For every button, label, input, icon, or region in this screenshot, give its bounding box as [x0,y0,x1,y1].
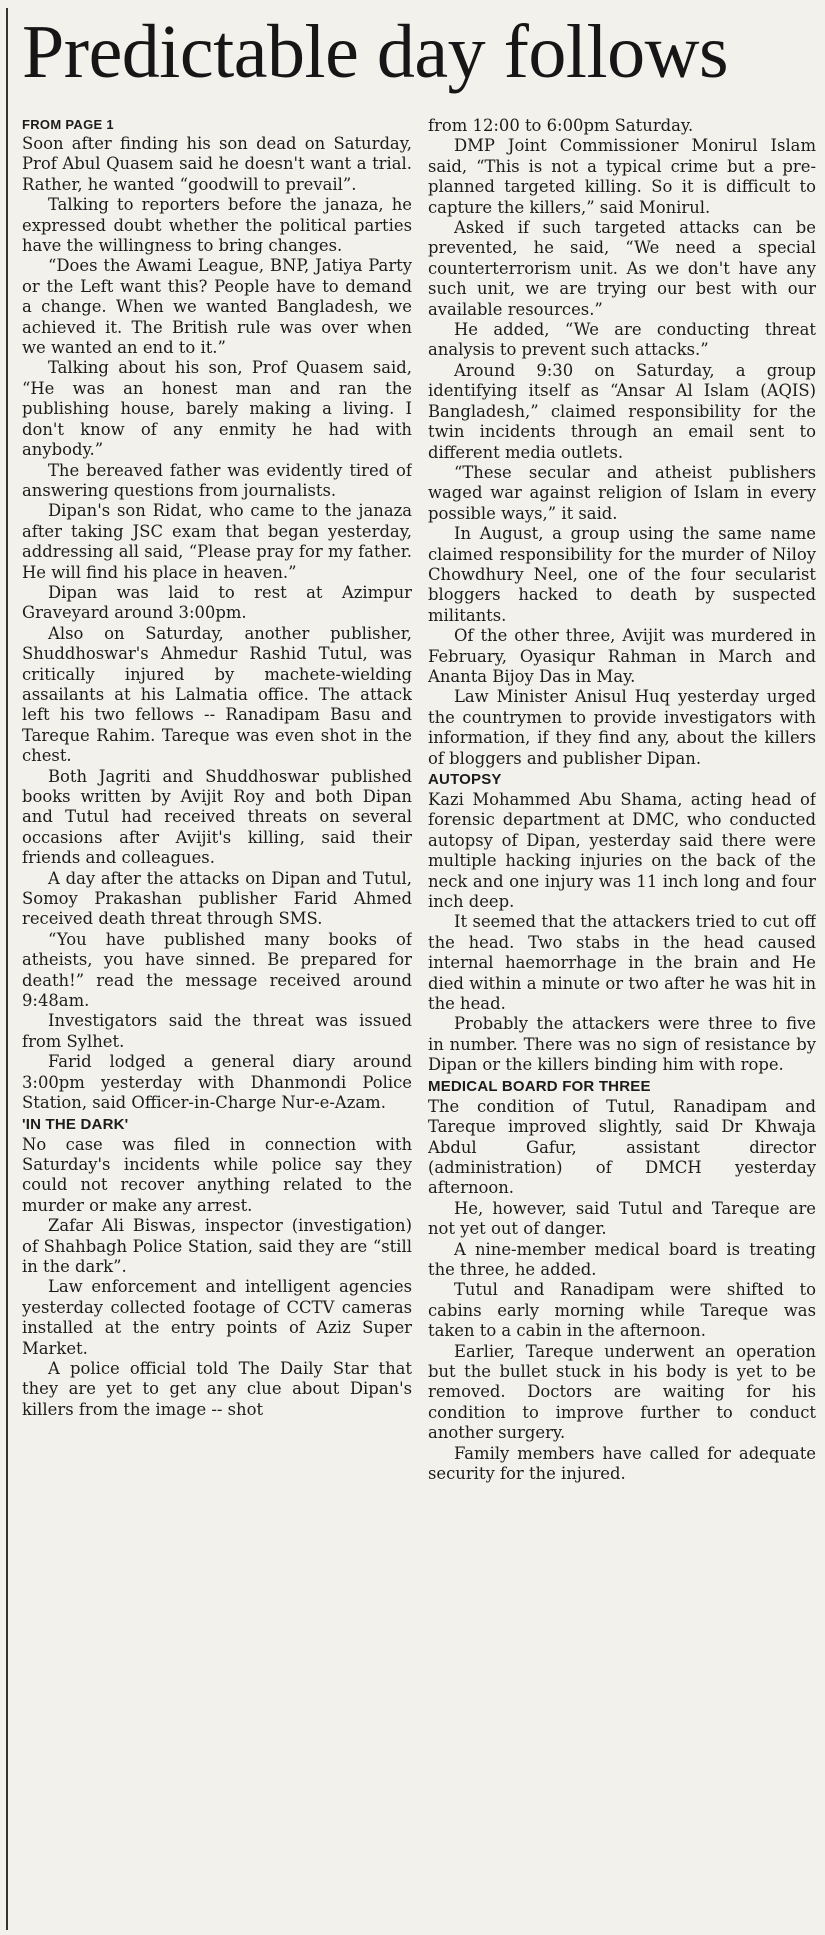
paragraph: Kazi Mohammed Abu Shama, acting head of forensic department at DMC, who conducted autopsy of Dipan, yesterday said there were multiple hacking injuries on the back of the neck and one injury was 11 inch long and four inch deep. [428,790,816,912]
paragraph: Tutul and Ranadipam were shifted to cabins early morning while Tareque was taken to a cabin in the afternoon. [428,1280,816,1341]
paragraph: A nine-member medical board is treating the three, he added. [428,1239,816,1279]
paragraph: Law Minister Anisul Huq yesterday urged the countrymen to provide investigators with information, if they find any, about the killers of bloggers and publisher Dipan. [428,687,816,768]
paragraph: Farid lodged a general diary around 3:00pm yesterday with Dhanmondi Police Station, said Officer-in-Charge Nur-e-Azam. [22,1052,412,1113]
column-rule [6,8,8,1930]
paragraph: Dipan was laid to rest at Azimpur Graveyard around 3:00pm. [22,582,412,623]
paragraph: Probably the attackers were three to five in number. There was no sign of resistance by Dipan or the killers binding him with rope. [428,1014,816,1075]
paragraph: The condition of Tutul, Ranadipam and Tareque improved slightly, said Dr Khwaja Abdul Gafur, assistant director (administration) of DMCH yesterday afternoon. [428,1096,816,1198]
paragraph: from 12:00 to 6:00pm Saturday. [428,116,694,135]
paragraph: A police official told The Daily Star that they are yet to get any clue about Dipan's killers from the image -- shot [22,1358,412,1419]
paragraph: No case was filed in connection with Saturday's incidents while police say they could not recover anything related to the murder or make any arrest. [22,1134,412,1215]
paragraph: Of the other three, Avijit was murdered in February, Oyasiqur Rahman in March and Ananta Bijoy Das in May. [428,626,816,686]
paragraph: Zafar Ali Biswas, inspector (investigation) of Shahbagh Police Station, said they are “still in the dark”. [22,1216,412,1276]
paragraph: He added, “We are conducting threat analysis to prevent such attacks.” [428,320,816,360]
paragraph: The bereaved father was evidently tired of answering questions from journalists. [22,460,412,500]
subhead-medical-board: MEDICAL BOARD FOR THREE [428,1077,651,1095]
paragraph: It seemed that the attackers tried to cut off the head. Two stabs in the head caused internal haemorrhage in the brain and He died within a minute or two after he was hit in the head. [428,912,816,1014]
paragraph: Both Jagriti and Shuddhoswar published books written by Avijit Roy and both Dipan and Tutul had received threats on several occasions after Avijit's killing, said their friends and colleagues. [22,766,412,868]
headline: Predictable day follows [22,10,729,94]
kicker: FROM PAGE 1 [22,117,114,132]
paragraph: Talking about his son, Prof Quasem said, “He was an honest man and ran the publishing house, barely making a living. I don't know of any enmity he had with anybody.” [22,358,412,460]
paragraph: Also on Saturday, another publisher, Shuddhoswar's Ahmedur Rashid Tutul, was critically injured by machete-wielding assailants at his Lalmatia office. The attack left his two fellows -- Ranadipam Basu and Tareque Rahim. Tareque was even shot in the chest. [22,623,412,766]
paragraph: Around 9:30 on Saturday, a group identifying itself as “Ansar Al Islam (AQIS) Bangladesh,” claimed responsibility for the twin incidents through an email sent to different media outlets. [428,360,816,462]
paragraph: Law enforcement and intelligent agencies yesterday collected footage of CCTV cameras installed at the entry points of Aziz Super Market. [22,1277,412,1358]
paragraph: DMP Joint Commissioner Monirul Islam said, “This is not a typical crime but a pre-planned targeted killing. So it is difficult to capture the killers,” said Monirul. [428,136,816,217]
paragraph: Talking to reporters before the janaza, he expressed doubt whether the political parties have the willingness to bring changes. [22,195,412,256]
paragraph: “Does the Awami League, BNP, Jatiya Party or the Left want this? People have to demand a change. When we wanted Bangladesh, we achieved it. The British rule was over when we wanted an end to it.” [22,256,412,358]
article-column-2 [428,116,816,1931]
paragraph: “These secular and atheist publishers waged war against religion of Islam in every possible ways,” it said. [428,462,816,523]
paragraph: “You have published many books of atheists, you have sinned. Be prepared for death!” read the message received around 9:48am. [22,929,412,1011]
paragraph: Family members have called for adequate security for the injured. [428,1443,816,1483]
paragraph: Investigators said the threat was issued from Sylhet. [22,1011,412,1051]
subhead-in-the-dark: 'IN THE DARK' [22,1115,129,1133]
paragraph: Soon after finding his son dead on Saturday, Prof Abul Quasem said he doesn't want a trial. Rather, he wanted “goodwill to prevail”. [22,134,412,194]
paragraph: Dipan's son Ridat, who came to the janaza after taking JSC exam that began yesterday, addressing all said, “Please pray for my father. He will find his place in heaven.” [22,501,412,582]
paragraph: Earlier, Tareque underwent an operation but the bullet stuck in his body is yet to be removed. Doctors are waiting for his condition to improve further to conduct another surgery. [428,1341,816,1443]
paragraph: A day after the attacks on Dipan and Tutul, Somoy Prakashan publisher Farid Ahmed received death threat through SMS. [22,868,412,929]
paragraph: In August, a group using the same name claimed responsibility for the murder of Niloy Chowdhury Neel, one of the four secularist bloggers hacked to death by suspected militants. [428,524,816,625]
paragraph: Asked if such targeted attacks can be prevented, he said, “We need a special counterterrorism unit. As we don't have any such unit, we are trying our best with our available resources.” [428,218,816,319]
paragraph: He, however, said Tutul and Tareque are not yet out of danger. [428,1198,816,1239]
article-column-1 [22,116,412,1931]
subhead-autopsy: AUTOPSY [428,771,502,788]
